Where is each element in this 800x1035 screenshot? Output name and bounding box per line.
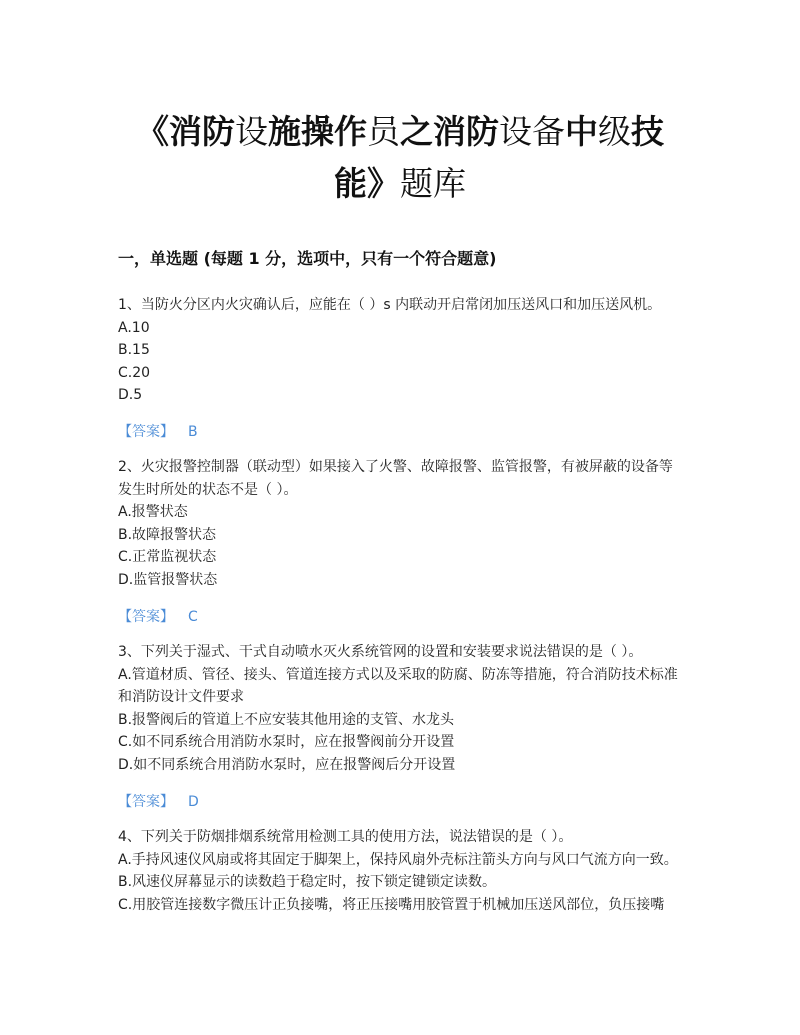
title-part: 中 [565,112,598,151]
question-stem: 2、火灾报警控制器（联动型）如果接入了火警、故障报警、监管报警，有被屏蔽的设备等发生时所处的状态不是（ ）。 [118,459,673,498]
title-part: 之消防 [400,112,499,151]
title-part: 施操作 [268,112,367,151]
answer-label: 【答案】 [118,794,174,810]
option-c: C.20 [118,364,151,381]
option-c: C.用胶管连接数字微压计正负接嘴，将正压接嘴用胶管置于机械加压送风部位，负压接嘴 [118,896,665,913]
option-b: B.故障报警状态 [118,526,217,543]
answer-2 [118,606,198,626]
answer-value: B [188,424,198,440]
answer-3 [118,791,199,811]
title-part: 技 [631,112,664,151]
question-stem: 3、下列关于湿式、干式自动喷水灭火系统管网的设置和安装要求说法错误的是（ ）。 [118,644,643,660]
option-c: C.如不同系统合用消防水泵时，应在报警阀前分开设置 [118,734,455,750]
title-part: 设 [235,112,268,151]
option-b: B.报警阀后的管道上不应安装其他用途的支管、水龙头 [118,711,455,728]
option-a: A.管道材质、管径、接头、管道连接方式以及采取的防腐、防冻等措施，符合消防技术标准和消防设计文件要求 [118,666,678,705]
question-stem: 4、下列关于防烟排烟系统常用检测工具的使用方法，说法错误的是（ ）。 [118,829,573,845]
question-3 [118,641,684,776]
title-part: 《消防 [136,112,235,151]
title-part: 能》 [334,164,400,203]
option-b: B.风速仪屏幕显示的读数趋于稳定时，按下锁定键锁定读数。 [118,874,497,890]
option-a: A.报警状态 [118,504,188,520]
option-a: A.手持风速仪风扇或将其固定于脚架上，保持风扇外壳标注箭头方向与风口气流方向一致。 [118,851,678,868]
title-part: 题库 [400,164,466,203]
answer-value: C [188,609,198,625]
document-title [100,106,700,210]
question-stem: 1、当防火分区内火灾确认后，应能在（ ）s 内联动开启常闭加压送风口和加压送风机。 [118,297,662,313]
option-d: D.5 [118,387,143,403]
answer-1 [118,421,198,441]
option-d: D.如不同系统合用消防水泵时，应在报警阀后分开设置 [118,756,456,773]
title-part: 员 [367,112,400,151]
option-a: A.10 [118,319,150,336]
title-part: 级 [598,112,631,151]
question-1 [118,294,684,407]
option-b: B.15 [118,342,150,358]
title-part: 设备 [499,112,565,151]
section-heading: 一，单选题 (每题 1 分，选项中，只有一个符合题意) [118,249,497,268]
answer-value: D [188,794,199,810]
answer-label: 【答案】 [118,609,174,625]
question-2 [118,456,684,591]
option-d: D.监管报警状态 [118,571,218,588]
option-c: C.正常监视状态 [118,549,217,565]
question-4 [118,826,684,916]
answer-label: 【答案】 [118,424,174,440]
